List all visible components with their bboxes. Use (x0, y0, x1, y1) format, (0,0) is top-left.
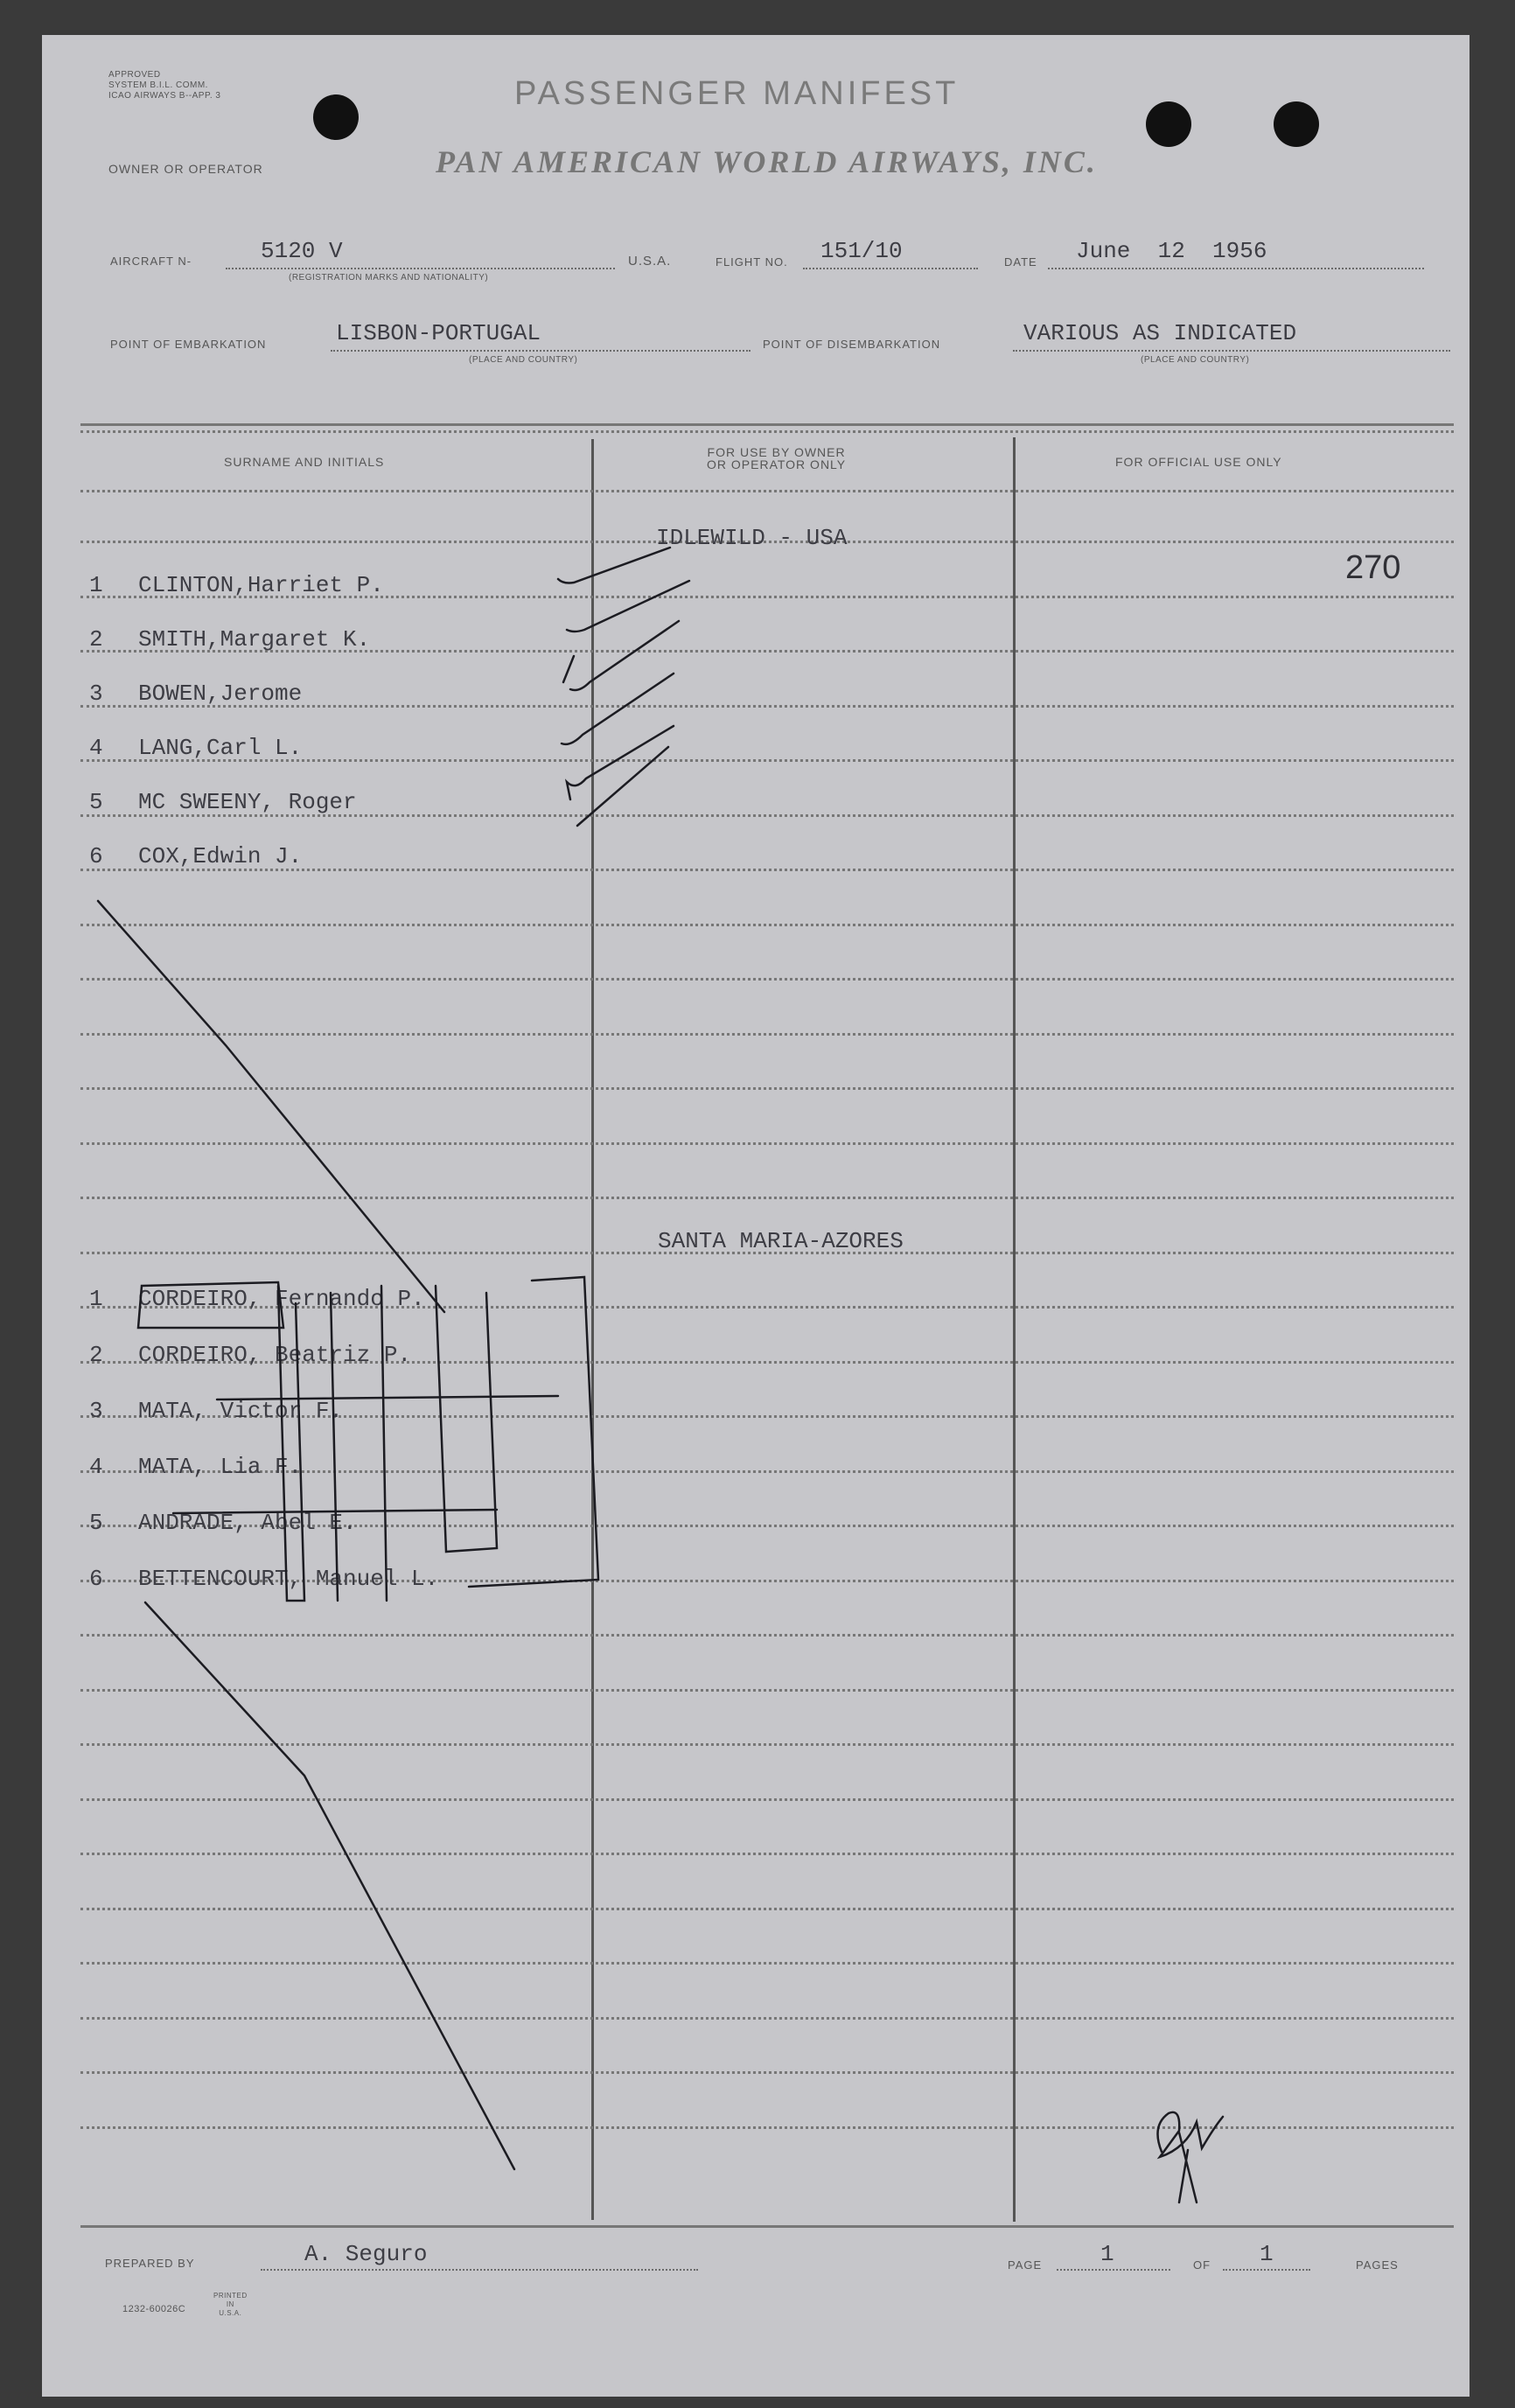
page-value: 1 (1100, 2241, 1114, 2267)
initials-mark (1158, 2112, 1224, 2202)
passenger-name: MATA, Lia F. (138, 1454, 303, 1480)
column-header-surname: SURNAME AND INITIALS (224, 455, 385, 469)
column-header-official: FOR OFFICIAL USE ONLY (1115, 455, 1282, 469)
check-mark-2 (567, 581, 689, 632)
company-name: PAN AMERICAN WORLD AIRWAYS, INC. (436, 144, 1098, 179)
row-number: 6 (89, 843, 103, 869)
row-number: 5 (89, 1510, 103, 1536)
passenger-name: BETTENCOURT, Manuel L. (138, 1566, 439, 1592)
row-number: 3 (89, 1398, 103, 1424)
passenger-name: CLINTON,Harriet P. (138, 572, 384, 598)
check-mark-4 (562, 674, 674, 744)
row-number: 4 (89, 735, 103, 761)
printed-in-usa: PRINTED IN U.S.A. (213, 2292, 248, 2317)
owner-label: OWNER OR OPERATOR (108, 162, 263, 176)
box-5 (436, 1286, 497, 1552)
passenger-name: CORDEIRO, Fernando P. (138, 1286, 425, 1312)
row-number: 1 (89, 1286, 103, 1312)
box-7 (173, 1396, 558, 1513)
manifest-sheet (42, 35, 1470, 2397)
prepared-underline (261, 2269, 698, 2271)
date-value: June 12 1956 (1076, 238, 1267, 264)
passenger-name: MC SWEENY, Roger (138, 789, 357, 815)
of-underline (1223, 2269, 1310, 2271)
passenger-name: MATA, Victor F. (138, 1398, 344, 1424)
date-label: DATE (1004, 255, 1037, 269)
of-label: OF (1193, 2258, 1211, 2272)
disembark-value: VARIOUS AS INDICATED (1023, 320, 1297, 346)
column-header-owner: FOR USE BY OWNER OR OPERATOR ONLY (707, 445, 847, 471)
row-number: 3 (89, 681, 103, 707)
handwritten-marks (42, 35, 1470, 2397)
check-mark-5 (567, 726, 674, 826)
aircraft-value: 5120 V (261, 238, 343, 264)
page-label: PAGE (1008, 2258, 1043, 2272)
pages-label: PAGES (1356, 2258, 1399, 2272)
check-mark-1 (558, 548, 670, 583)
row-number: 5 (89, 789, 103, 815)
embark-label: POINT OF EMBARKATION (110, 338, 267, 351)
disembark-caption: (PLACE AND COUNTRY) (1141, 355, 1250, 365)
passenger-name: COX,Edwin J. (138, 843, 303, 869)
box-3 (331, 1293, 338, 1601)
passenger-name: BOWEN,Jerome (138, 681, 303, 707)
row-number: 6 (89, 1566, 103, 1592)
row-number: 2 (89, 626, 103, 653)
approved-stamp: APPROVED SYSTEM B.I.L. COMM. ICAO AIRWAYS B--APP. 3 (108, 70, 221, 101)
prepared-value: A. Seguro (304, 2241, 428, 2267)
passenger-name: CORDEIRO, Beatriz P. (138, 1342, 412, 1368)
disembark-label: POINT OF DISEMBARKATION (763, 338, 941, 351)
prepared-label: PREPARED BY (105, 2257, 195, 2270)
official-number: 270 (1345, 549, 1401, 586)
cancel-stroke-1 (98, 901, 444, 1312)
embark-value: LISBON-PORTUGAL (336, 320, 541, 346)
embark-caption: (PLACE AND COUNTRY) (469, 355, 578, 365)
form-number: 1232-60026C (122, 2304, 186, 2314)
aircraft-label: AIRCRAFT N- (110, 255, 192, 268)
page-title: PASSENGER MANIFEST (514, 75, 960, 112)
row-number: 1 (89, 572, 103, 598)
flight-label: FLIGHT NO. (716, 255, 788, 269)
page-underline (1057, 2269, 1170, 2271)
registration-caption: (REGISTRATION MARKS AND NATIONALITY) (289, 273, 489, 283)
row-number: 4 (89, 1454, 103, 1480)
box-1 (138, 1282, 283, 1328)
usa-label: U.S.A. (628, 254, 672, 269)
flight-value: 151/10 (820, 238, 903, 264)
passenger-name: SMITH,Margaret K. (138, 626, 371, 653)
box-4 (381, 1286, 387, 1601)
group-1-destination: IDLEWILD - USA (656, 525, 848, 551)
passenger-name: ANDRADE, Abel E. (138, 1510, 357, 1536)
passenger-name: LANG,Carl L. (138, 735, 303, 761)
group-2-destination: SANTA MARIA-AZORES (658, 1228, 904, 1254)
of-value: 1 (1260, 2241, 1274, 2267)
box-2 (278, 1286, 304, 1601)
row-number: 2 (89, 1342, 103, 1368)
cancel-stroke-2 (145, 1602, 514, 2169)
